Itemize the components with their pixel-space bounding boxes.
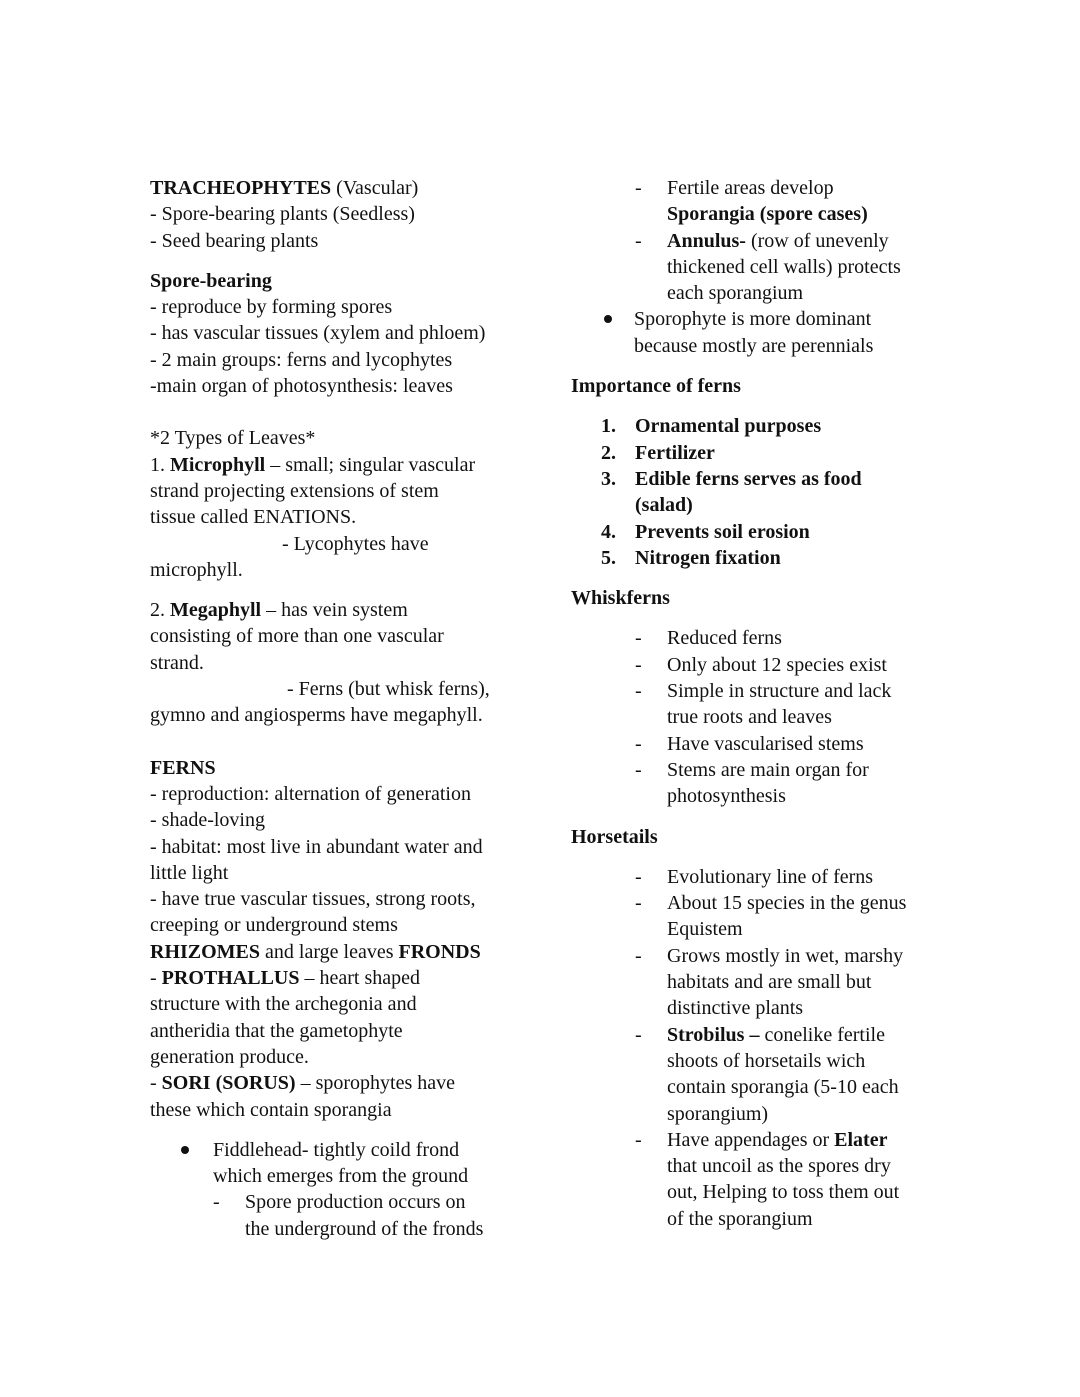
whisk-item: photosynthesis — [667, 785, 786, 808]
fiddlehead-bullet: Fiddlehead- tightly coild frond — [150, 1137, 520, 1163]
megaphyll-line: 2. Megaphyll – has vein system — [150, 599, 408, 622]
strobilus-item: shoots of horsetails wich — [667, 1049, 866, 1072]
spore-item: -main organ of photosynthesis: leaves — [150, 375, 453, 398]
strobilus-item: sporangium) — [667, 1102, 769, 1125]
horse-item: distinctive plants — [667, 997, 804, 1020]
sori-line: these which contain sporangia — [150, 1098, 392, 1121]
spore-item: - reproduce by forming spores — [150, 296, 393, 319]
megaphyll-line: gymno and angiosperms have megaphyll. — [150, 704, 483, 727]
horse-item: - Grows mostly in wet, marshy — [635, 944, 904, 967]
ferns-line: - habitat: most live in abundant water and — [150, 835, 483, 858]
importance-item: 5. Nitrogen fixation — [601, 546, 781, 569]
importance-item: 3. Edible ferns serves as food — [601, 467, 862, 490]
dash-icon: - — [635, 1023, 642, 1046]
ferns-line: - reproduction: alternation of generation — [150, 782, 471, 805]
ferns-line: creeping or underground stems — [150, 914, 398, 937]
strobilus-item: - Strobilus – conelike fertile — [571, 1022, 931, 1048]
whisk-item: - Have vascularised stems — [635, 732, 864, 755]
elater-item: - Have appendages or Elater — [571, 1127, 931, 1153]
ferns-line: little light — [150, 861, 229, 884]
fertile-item: - Fertile areas develop — [571, 175, 931, 201]
microphyll-line: microphyll. — [150, 558, 243, 581]
whisk-item: - Stems are main organ for — [635, 758, 869, 781]
spore-item: - has vascular tissues (xylem and phloem) — [150, 322, 486, 345]
dash-icon: - — [635, 1128, 642, 1151]
spore-bearing-heading: Spore-bearing — [150, 269, 272, 292]
dash-icon: - — [635, 229, 642, 252]
whisk-item: - Only about 12 species exist — [635, 653, 887, 676]
spore-production-item: - Spore production occurs on — [150, 1189, 520, 1215]
bullet-icon — [604, 306, 612, 332]
spore-item: - 2 main groups: ferns and lycophytes — [150, 348, 453, 371]
importance-item: 1. Ornamental purposes — [601, 415, 822, 438]
microphyll-line: - Lycophytes have — [282, 532, 429, 555]
annulus-item: each sporangium — [667, 282, 804, 305]
strobilus-item: contain sporangia (5-10 each — [667, 1076, 899, 1099]
fertile-item: Sporangia (spore cases) — [667, 203, 868, 226]
spore-production-item: the underground of the fronds — [245, 1217, 484, 1240]
dash-icon: - — [635, 177, 642, 199]
dash-icon: - — [213, 1191, 220, 1214]
whiskferns-heading: Whiskferns — [571, 587, 670, 610]
rhizomes-line: RHIZOMES and large leaves FRONDS — [150, 940, 481, 963]
megaphyll-line: consisting of more than one vascular — [150, 625, 444, 648]
importance-item: 4. Prevents soil erosion — [601, 520, 810, 543]
whisk-item: - Reduced ferns — [635, 627, 782, 650]
bullet-icon — [181, 1137, 189, 1163]
horse-item: habitats and are small but — [667, 971, 872, 994]
right-column — [571, 175, 931, 1232]
microphyll-line: tissue called ENATIONS. — [150, 506, 357, 529]
prothallus-line: generation produce. — [150, 1045, 309, 1068]
annulus-item: thickened cell walls) protects — [667, 255, 901, 278]
elater-item: that uncoil as the spores dry — [667, 1155, 891, 1178]
sporophyte-bullet: Sporophyte is more dominant — [571, 306, 931, 332]
sori-line: - SORI (SORUS) – sporophytes have — [150, 1072, 456, 1095]
megaphyll-line: strand. — [150, 651, 204, 674]
prothallus-line: structure with the archegonia and — [150, 993, 417, 1016]
whisk-item: true roots and leaves — [667, 706, 832, 729]
ferns-line: - shade-loving — [150, 809, 265, 832]
elater-item: of the sporangium — [667, 1207, 813, 1230]
sporophyte-bullet: because mostly are perennials — [634, 334, 874, 357]
importance-item: (salad) — [635, 494, 693, 517]
prothallus-line: - PROTHALLUS – heart shaped — [150, 967, 420, 990]
tracheo-item: - Spore-bearing plants (Seedless) — [150, 203, 415, 226]
microphyll-line: 1. Microphyll – small; singular vascular — [150, 453, 476, 476]
importance-item: 2. Fertilizer — [601, 441, 715, 464]
elater-item: out, Helping to toss them out — [667, 1181, 900, 1204]
tracheo-item: - Seed bearing plants — [150, 229, 319, 252]
whisk-item: - Simple in structure and lack — [635, 680, 892, 703]
prothallus-line: antheridia that the gametophyte — [150, 1019, 403, 1042]
ferns-heading: FERNS — [150, 756, 216, 779]
left-column — [150, 175, 520, 1242]
leaves-heading: *2 Types of Leaves* — [150, 427, 316, 450]
horse-item: - About 15 species in the genus — [635, 892, 907, 915]
megaphyll-line: - Ferns (but whisk ferns), — [287, 678, 490, 701]
fiddlehead-bullet: which emerges from the ground — [213, 1165, 469, 1188]
microphyll-line: strand projecting extensions of stem — [150, 479, 439, 502]
tracheophytes-heading: TRACHEOPHYTES (Vascular) — [150, 177, 419, 199]
ferns-line: - have true vascular tissues, strong roots, — [150, 888, 476, 911]
horsetails-heading: Horsetails — [571, 825, 658, 848]
importance-heading: Importance of ferns — [571, 375, 741, 398]
horse-item: Equistem — [667, 918, 743, 941]
annulus-item: - Annulus- (row of unevenly — [571, 228, 931, 254]
horse-item: - Evolutionary line of ferns — [635, 865, 874, 888]
